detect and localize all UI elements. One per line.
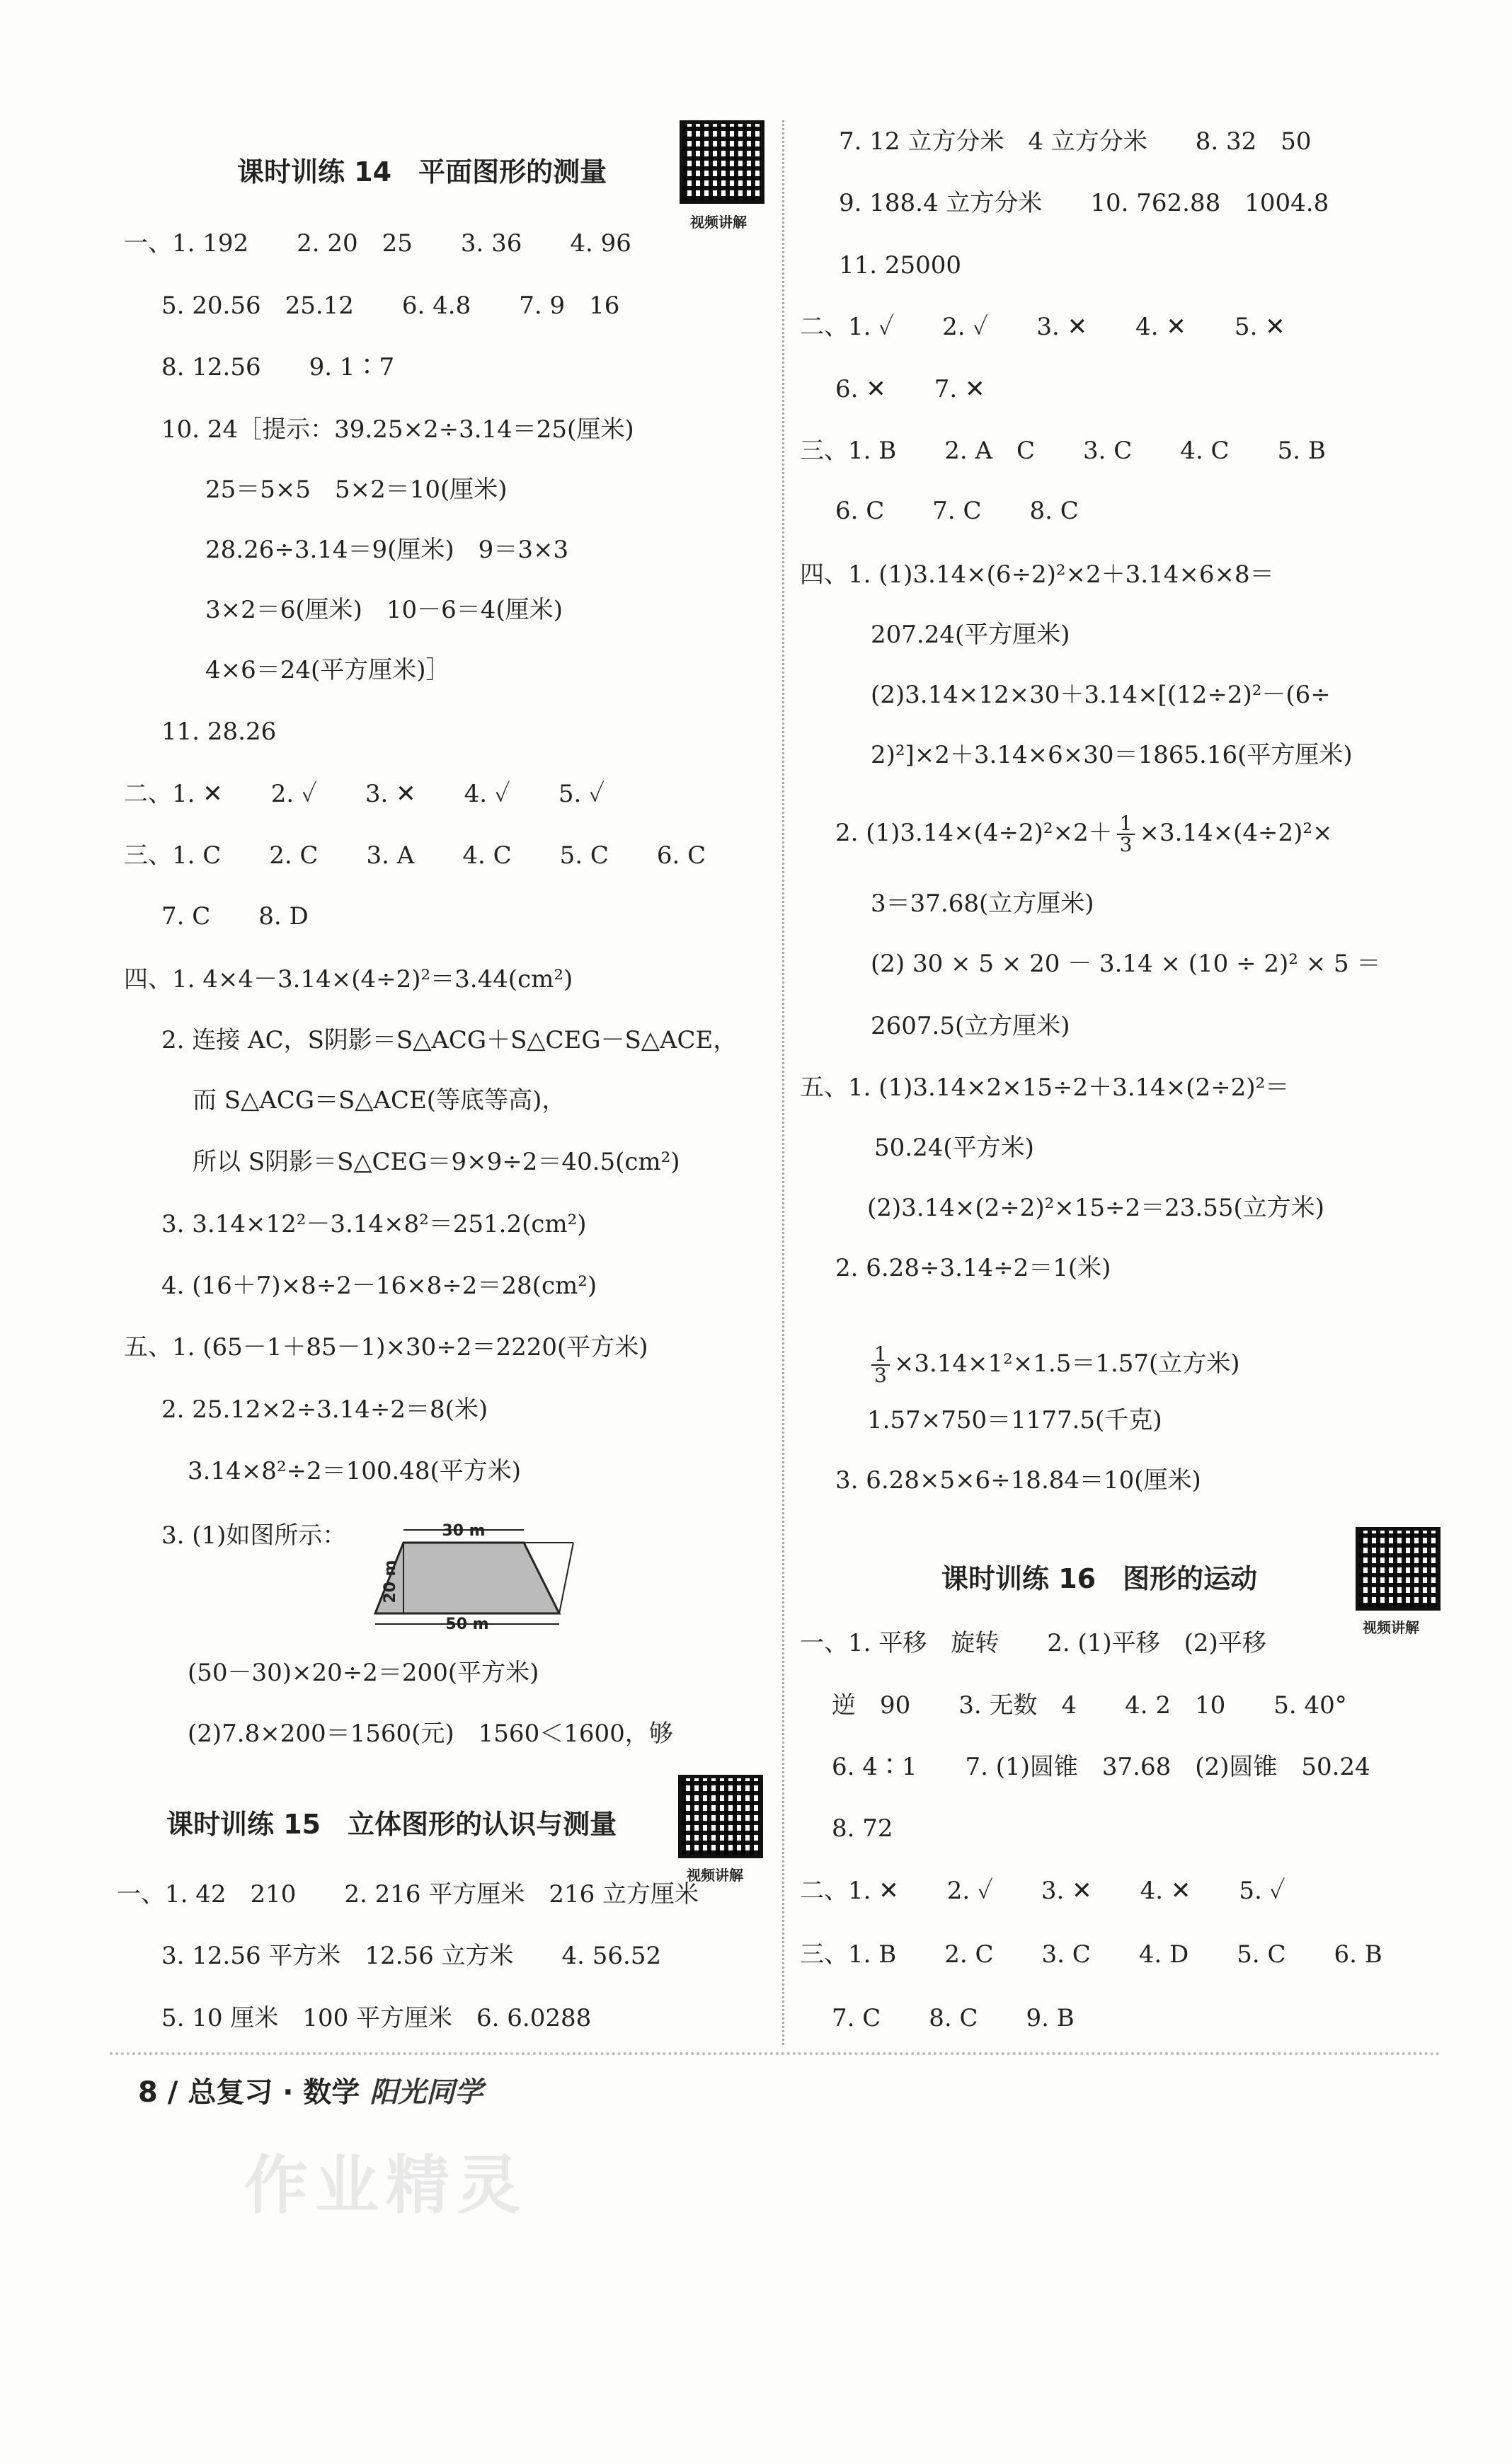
fig-top-label: 30 m [442,1522,486,1540]
answer-line: 4. (16＋7)×8÷2－16×8÷2＝28(cm²) [161,1272,597,1300]
answer-line: 2. 连接 AC，S阴影＝S△ACG＋S△CEG－S△ACE， [161,1026,738,1054]
answer-line: 11. 25000 [839,251,962,280]
qr-label-15: 视频讲解 [687,1867,743,1884]
fraction-denominator: 3 [1119,833,1133,856]
fraction-one-third-2 [871,1342,890,1387]
section-title-16: 课时训练 16 图形的运动 [941,1563,1258,1594]
qr-label-14: 视频讲解 [690,214,747,231]
answer-line: 3. 12.56 平方米 12.56 立方米 4. 56.52 [161,1942,662,1970]
answer-line: 8. 12.56 9. 1∶7 [161,353,395,381]
answer-line: 所以 S阴影＝S△CEG＝9×9÷2＝40.5(cm²) [193,1148,680,1176]
answer-line: (2)7.8×200＝1560(元) 1560＜1600，够 [188,1720,673,1748]
answer-line: 25＝5×5 5×2＝10(厘米) [205,476,508,504]
answer-line: 7. 12 立方分米 4 立方分米 8. 32 50 [839,127,1312,156]
answer-line: (50－30)×20÷2＝200(平方米) [188,1659,539,1687]
answer-line: 一、1. 平移 旋转 2. (1)平移 (2)平移 [800,1629,1266,1657]
answer-line: 1.57×750＝1177.5(千克) [867,1406,1162,1434]
answer-line: 8. 72 [832,1814,893,1843]
column-divider [782,120,784,2045]
answer-line: (2) 30 × 5 × 20 － 3.14 × (10 ÷ 2)² × 5 ＝ [871,950,1381,978]
answer-line: 6. C 7. C 8. C [835,497,1079,525]
fig-side-label: 20 m [382,1560,399,1604]
answer-line: 五、1. (1)3.14×2×15÷2＋3.14×(2÷2)²＝ [800,1073,1290,1102]
answer-line: 四、1. (1)3.14×(6÷2)²×2＋3.14×6×8＝ [800,560,1274,589]
book-title: 总复习 · 数学 [188,2076,360,2109]
answer-line: 四、1. 4×4－3.14×(4÷2)²＝3.44(cm²) [124,965,573,994]
answer-line: 11. 28.26 [161,718,277,746]
answer-line: 50.24(平方米) [874,1134,1034,1162]
answer-line: 3×2＝6(厘米) 10－6＝4(厘米) [205,596,563,624]
qr-label-16: 视频讲解 [1363,1619,1419,1636]
fraction-numerator: 1 [1117,814,1135,835]
answer-line: 而 S△ACG＝S△ACE(等底等高)， [193,1086,566,1115]
answer-line: 3. 3.14×12²－3.14×8²＝251.2(cm²) [161,1210,587,1238]
answer-line: (2)3.14×(2÷2)²×15÷2＝23.55(立方米) [867,1194,1324,1222]
qr-code-15[interactable] [678,1775,763,1858]
answer-line: 5. 20.56 25.12 6. 4.8 7. 9 16 [161,292,620,320]
answer-line: 6. ✕ 7. ✕ [835,375,985,403]
frac-line-2 [867,1342,1240,1387]
answer-line: 三、1. C 2. C 3. A 4. C 5. C 6. C [124,841,706,870]
answer-line: 2)²]×2＋3.14×6×30＝1865.16(平方厘米) [871,741,1353,769]
frac-line-prefix: 2. (1)3.14×(4÷2)²×2＋ [835,819,1113,847]
section-title-15: 课时训练 15 立体图形的认识与测量 [166,1809,617,1840]
qr-code-14[interactable] [680,120,764,204]
answer-line: 10. 24［提示：39.25×2÷3.14＝25(厘米) [161,415,634,444]
fraction-numerator-2: 1 [871,1345,890,1366]
answer-line: 3. 6.28×5×6÷18.84＝10(厘米) [835,1466,1201,1495]
footer-sep: / [167,2076,178,2109]
answer-line: 二、1. ✕ 2. ✓ 3. ✕ 4. ✕ 5. ✓ [800,1877,1285,1905]
answer-line: 2. 6.28÷3.14÷2＝1(米) [835,1254,1111,1282]
answer-line: 207.24(平方厘米) [871,621,1070,649]
fraction-denominator-2: 3 [874,1364,887,1387]
answer-line: 6. 4∶1 7. (1)圆锥 37.68 (2)圆锥 50.24 [832,1753,1370,1781]
answer-line: (2)3.14×12×30＋3.14×[(12÷2)²－(6÷ [871,681,1331,709]
answer-line: 3. (1)如图所示： [161,1521,347,1550]
footer [138,2070,483,2110]
answer-line: 5. 10 厘米 100 平方厘米 6. 6.0288 [161,2004,592,2032]
answer-line: 2607.5(立方厘米) [871,1012,1070,1040]
answer-line: 二、1. ✕ 2. ✓ 3. ✕ 4. ✓ 5. ✓ [124,780,605,808]
qr-code-16[interactable] [1356,1527,1441,1611]
answer-line: 2. 25.12×2÷3.14÷2＝8(米) [161,1395,488,1424]
brand-logo: 阳光同学 [370,2076,483,2109]
watermark: 作业精灵 [244,2148,527,2223]
answer-line: 7. C 8. C 9. B [832,2004,1075,2032]
answer-line: 3.14×8²÷2＝100.48(平方米) [188,1457,522,1485]
answer-line: 一、1. 42 210 2. 216 平方厘米 216 立方厘米 [117,1880,699,1909]
page-number: 8 [138,2076,158,2109]
answer-line: 三、1. B 2. A C 3. C 4. C 5. B [800,437,1326,465]
answer-line: 逆 90 3. 无数 4 4. 2 10 5. 40° [832,1691,1347,1720]
answer-line: 一、1. 192 2. 20 25 3. 36 4. 96 [124,229,631,258]
answer-line: 7. C 8. D [161,902,309,931]
answer-line: 9. 188.4 立方分米 10. 762.88 1004.8 [839,189,1329,217]
answer-line: 4×6＝24(平方厘米)］ [205,656,450,684]
answer-line: 3＝37.68(立方厘米) [871,890,1094,918]
fraction-one-third [1117,814,1135,855]
answer-line: 五、1. (65－1＋85－1)×30÷2＝2220(平方米) [124,1333,648,1361]
frac-line-suffix: ×3.14×(4÷2)²× [1139,819,1333,847]
frac-line [835,814,1333,855]
answer-line: 28.26÷3.14＝9(厘米) 9＝3×3 [205,536,569,564]
answer-line: 三、1. B 2. C 3. C 4. D 5. C 6. B [800,1940,1382,1969]
footer-rule [110,2052,1441,2055]
section-title-14: 课时训练 14 平面图形的测量 [237,156,607,188]
trapezoid-figure [368,1521,580,1635]
answer-line: 二、1. ✓ 2. ✓ 3. ✕ 4. ✕ 5. ✕ [800,313,1285,341]
frac-line-2-text: ×3.14×1²×1.5＝1.57(立方米) [893,1349,1240,1378]
fig-bottom-label: 50 m [445,1616,489,1633]
